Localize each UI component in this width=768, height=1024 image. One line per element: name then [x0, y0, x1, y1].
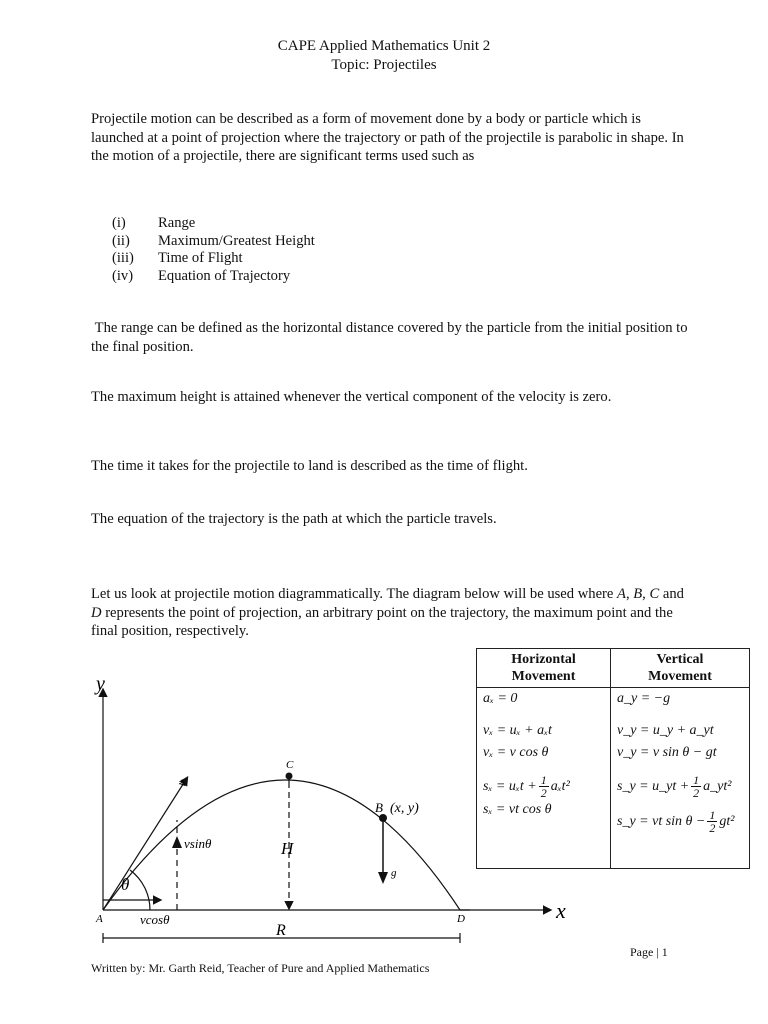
fraction-num: 1 — [540, 773, 547, 787]
horizontal-component-label: vcosθ — [140, 912, 170, 927]
equation: aₓ = 0 — [483, 691, 518, 706]
label-d: D — [91, 604, 102, 621]
intro-paragraph: Projectile motion can be described as a form of movement done by a body or particle which is launched at a point of projection where the trajectory or path of the projectile is parabolic in shape. In the motion of a projectile, there are significant terms used such as — [91, 111, 684, 164]
movement-table — [476, 648, 750, 869]
equation — [617, 774, 743, 799]
term-label: Range — [158, 215, 196, 231]
point-b-marker — [379, 814, 387, 822]
header-line: Vertical — [656, 652, 704, 667]
gravity-arrowhead — [378, 872, 388, 884]
equation: vₓ = uₓ + aₓt — [483, 723, 552, 738]
page-number: Page | 1 — [630, 945, 668, 959]
term-number: (ii) — [112, 233, 130, 249]
fraction-num: 1 — [709, 808, 716, 822]
separator: , — [625, 586, 634, 602]
projectile-diagram — [0, 660, 470, 960]
gravity-label: g — [391, 867, 397, 879]
vertical-component-arrowhead — [172, 836, 182, 848]
header-line: Horizontal — [511, 652, 576, 667]
horizontal-equations — [477, 688, 611, 869]
vertical-component-label: vsinθ — [184, 836, 212, 851]
diagram-intro-text: Let us look at projectile motion diagrammatically. The diagram below will be used where — [91, 586, 618, 602]
movement-table-wrapper — [476, 648, 750, 869]
header-line: Movement — [648, 669, 712, 684]
label-a: A — [617, 586, 626, 602]
fraction-den: 2 — [709, 821, 716, 835]
y-axis-label: y — [96, 673, 105, 695]
equation-part: s_y = u_yt + — [617, 778, 690, 794]
equation: sₓ = vt cos θ — [483, 802, 552, 817]
angle-arc — [130, 870, 150, 910]
equation: v_y = u_y + a_yt — [617, 723, 714, 738]
point-d-label: D — [457, 913, 465, 925]
page-title: CAPE Applied Mathematics Unit 2 — [277, 38, 491, 54]
x-axis-extension — [460, 895, 580, 925]
x-axis-label: x — [556, 898, 566, 923]
range-definition: The range can be defined as the horizontal distance covered by the particle from the initial position to the final position. — [91, 320, 692, 355]
separator: , — [642, 586, 650, 602]
range-label: R — [276, 922, 286, 939]
label-c: C — [649, 586, 660, 602]
header-line: Movement — [511, 669, 576, 684]
separator: and — [659, 586, 684, 602]
max-height-definition: The maximum height is attained whenever the vertical component of the velocity is zero. — [91, 389, 612, 405]
equation: v_y = v sin θ − gt — [617, 745, 717, 760]
term-number: (iv) — [112, 268, 134, 284]
fraction-num: 1 — [693, 773, 700, 787]
diagram-intro-text: represents the point of projection, an arbitrary point on the trajectory, the maximum point and the final position, respectively. — [91, 604, 673, 639]
term-label: Time of Flight — [158, 250, 243, 266]
equation: vₓ = v cos θ — [483, 745, 549, 760]
point-c-label: C — [286, 759, 294, 771]
author-line: Written by: Mr. Garth Reid, Teacher of Pure and Applied Mathematics — [91, 961, 430, 975]
vertical-header — [611, 649, 750, 688]
equation-part: a_yt² — [703, 778, 732, 794]
point-a-label: A — [96, 913, 103, 925]
fraction — [691, 774, 701, 799]
equation-part: gt² — [719, 813, 735, 829]
fraction — [539, 774, 549, 799]
point-c-marker — [286, 773, 293, 780]
trajectory-definition: The equation of the trajectory is the path at which the particle travels. — [91, 511, 497, 527]
equation — [483, 774, 604, 799]
angle-label: θ — [121, 875, 130, 894]
height-label: H — [281, 839, 294, 858]
label-b: B — [633, 586, 643, 602]
term-number: (i) — [112, 215, 126, 231]
equation: a_y = −g — [617, 691, 671, 706]
equation — [617, 809, 743, 834]
equation-part: aₓt² — [550, 778, 570, 794]
point-b-label: B — [375, 800, 383, 815]
fraction — [707, 809, 717, 834]
term-label: Equation of Trajectory — [158, 268, 291, 284]
fraction-den: 2 — [693, 786, 700, 800]
diagram-intro-paragraph — [91, 585, 691, 641]
term-label: Maximum/Greatest Height — [158, 233, 315, 249]
velocity-label: v — [174, 776, 191, 791]
fraction-den: 2 — [540, 786, 547, 800]
term-number: (iii) — [112, 250, 134, 266]
point-b-coords: (x, y) — [390, 801, 419, 816]
time-of-flight-definition: The time it takes for the projectile to land is described as the time of flight. — [91, 458, 528, 474]
vertical-equations — [611, 688, 750, 869]
equation-part: s_y = vt sin θ − — [617, 813, 706, 829]
horizontal-header — [477, 649, 611, 688]
equation-part: sₓ = uₓt + — [483, 778, 537, 794]
page-topic: Topic: Projectiles — [331, 57, 437, 73]
